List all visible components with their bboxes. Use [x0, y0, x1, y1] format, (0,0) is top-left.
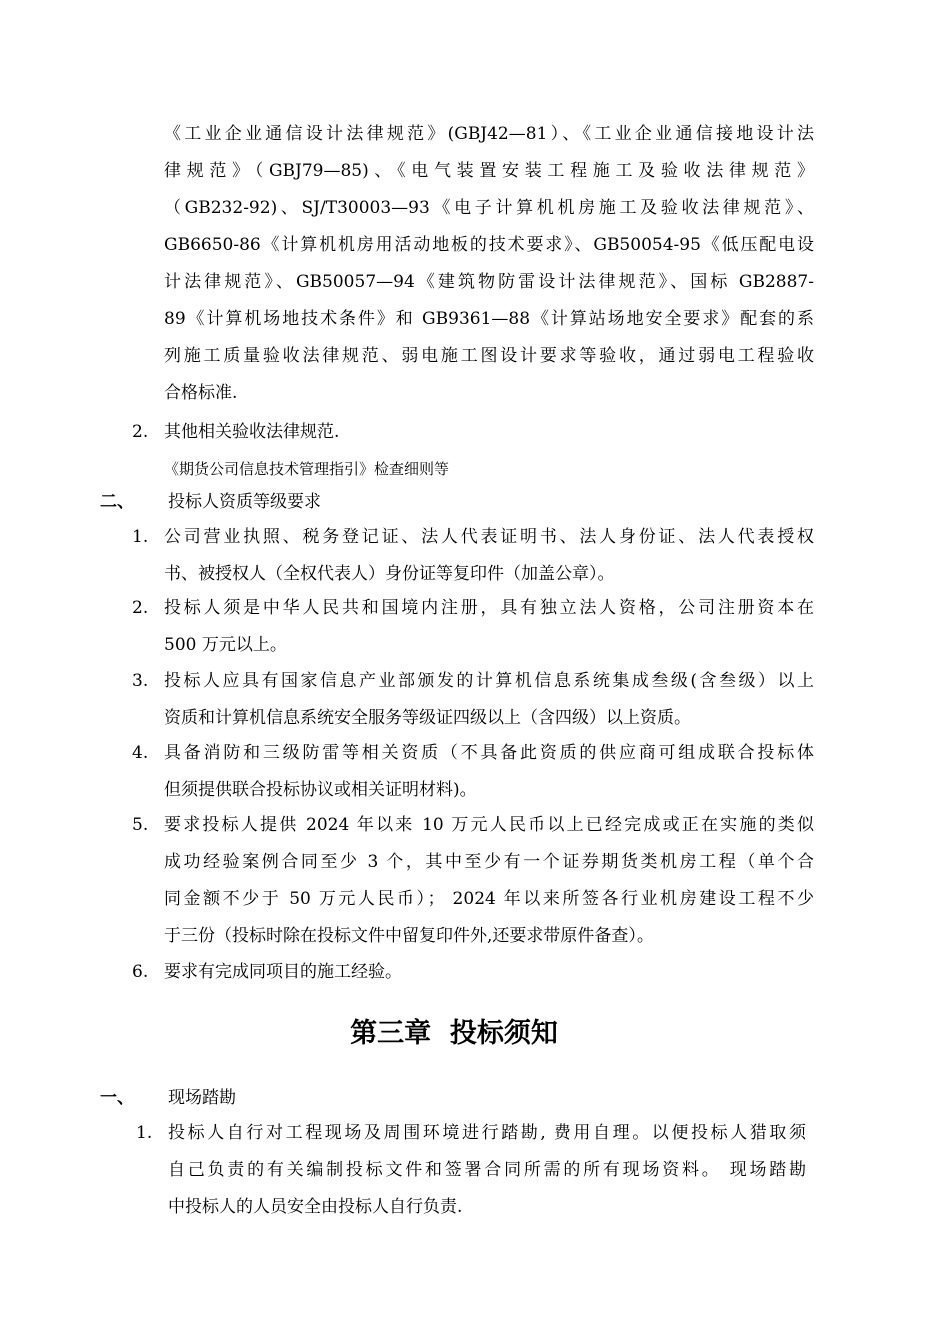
paragraph-line: 成功经验案例合同至少 3 个，其中至少有一个证券期货类机房工程（单个合 [164, 852, 814, 872]
section-heading: 现场踏勘 [168, 1088, 236, 1108]
paragraph-line: 中投标人的人员安全由投标人自行负责. [168, 1197, 463, 1217]
paragraph-line: 具备消防和三级防雷等相关资质（不具备此资质的供应商可组成联合投标体 [164, 743, 814, 763]
paragraph-line: 计法律规范》、GB50057—94《建筑物防雷设计法律规范》、国标 GB2887- [164, 272, 814, 292]
paragraph-line: GB6650-86《计算机机房用活动地板的技术要求》、GB50054-95《低压配电设 [164, 235, 814, 255]
paragraph-line: 500 万元以上。 [164, 635, 287, 655]
list-number: 2. [132, 598, 149, 618]
paragraph-line: 同金额不少于 50 万元人民币）； 2024 年以来所签各行业机房建设工程不少 [164, 889, 814, 909]
list-item-text [164, 414, 814, 451]
paragraph-line: 投标人须是中华人民共和国境内注册，具有独立法人资格，公司注册资本在 [164, 598, 814, 618]
list-number: 4. [132, 743, 149, 763]
list-number: 2. [132, 422, 149, 442]
paragraph-line: 89《计算机场地技术条件》和 GB9361—88《计算站场地安全要求》配套的系 [164, 309, 814, 329]
paragraph-line: 书、被授权人（全权代表人）身份证等复印件（加盖公章）。 [164, 564, 615, 584]
list-item-text [164, 954, 814, 991]
list-item-text [164, 735, 814, 809]
paragraph-line: 合格标准. [164, 383, 238, 403]
paragraph-line: 要求投标人提供 2024 年以来 10 万元人民币以上已经完成或正在实施的类似 [164, 815, 814, 835]
list-item-text [168, 1115, 806, 1226]
chapter-title: 第三章 投标须知 [350, 1018, 558, 1049]
paragraph-line: 律规范》（GBJ79—85)、《电气装置安装工程施工及验收法律规范》 [164, 161, 814, 181]
note-line: 《期货公司信息技术管理指引》检查细则等 [164, 460, 450, 478]
paragraph-line: 列施工质量验收法律规范、弱电施工图设计要求等验收，通过弱电工程验收 [164, 346, 814, 366]
section-number: 二、 [100, 492, 134, 512]
paragraph-line: 要求有完成同项目的施工经验。 [164, 962, 402, 982]
list-number: 1. [132, 527, 149, 547]
list-item-text [164, 663, 814, 737]
section-number: 一、 [100, 1088, 134, 1108]
list-item-text [164, 590, 814, 664]
list-item-text [164, 807, 814, 955]
paragraph-line: 公司营业执照、税务登记证、法人代表证明书、法人身份证、法人代表授权 [164, 527, 814, 547]
paragraph-line: 于三份（投标时除在投标文件中留复印件外,还要求带原件备查）。 [164, 926, 654, 946]
list-number: 6. [132, 962, 149, 982]
paragraph-line: 投标人自行对工程现场及周围环境进行踏勘, 费用自理。以便投标人猎取须 [168, 1123, 806, 1143]
list-number: 1. [136, 1123, 153, 1143]
list-number: 3. [132, 671, 149, 691]
list-item-text [164, 519, 814, 593]
section-heading: 投标人资质等级要求 [168, 492, 321, 512]
paragraph-line: 其他相关验收法律规范. [164, 422, 340, 442]
standards-paragraph [164, 116, 814, 412]
paragraph-line: 《工业企业通信设计法律规范》(GBJ42—81）、《工业企业通信接地设计法 [164, 124, 814, 144]
paragraph-line: 资质和计算机信息系统安全服务等级证四级以上（含四级）以上资质。 [164, 708, 691, 728]
paragraph-line: （GB232-92)、SJ/T30003—93《电子计算机机房施工及验收法律规范》、 [164, 198, 814, 218]
paragraph-line: 投标人应具有国家信息产业部颁发的计算机信息系统集成叁级(含叁级）以上 [164, 671, 814, 691]
list-number: 5. [132, 815, 149, 835]
paragraph-line: 自己负责的有关编制投标文件和签署合同所需的所有现场资料。 现场踏勘 [168, 1160, 806, 1180]
paragraph-line: 但须提供联合投标协议或相关证明材料)。 [164, 780, 477, 800]
